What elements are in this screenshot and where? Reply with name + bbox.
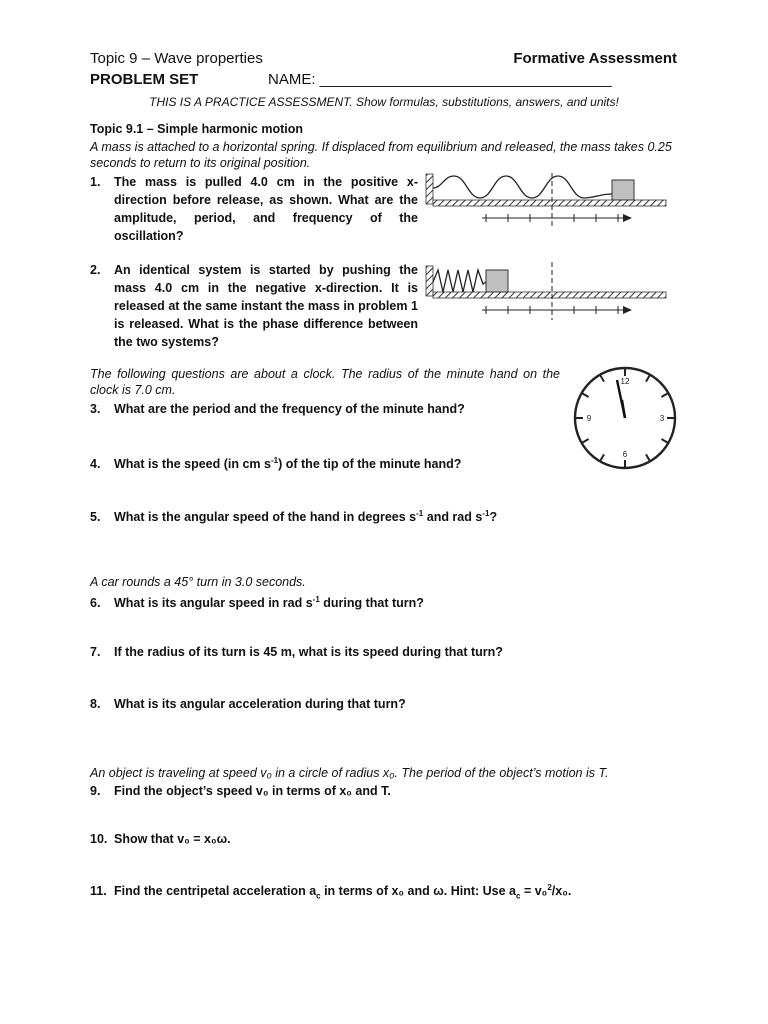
question-1 — [90, 173, 418, 245]
question-number: 2. — [90, 263, 101, 277]
clock-diagram — [570, 362, 680, 474]
subscript: c — [316, 891, 321, 901]
question-text: The mass is pulled 4.0 cm in the positive x-direction before release, as shown. What are the amplitude, period, and frequency of the oscillation? — [114, 175, 418, 243]
question-text: An identical system is started by pushing the mass 4.0 cm in the negative x-direction. It is released at the same instant the mass in problem 1 is released. What is the phase difference between the two systems? — [114, 263, 418, 349]
question-text: If the radius of its turn is 45 m, what is its speed during that turn? — [114, 645, 503, 659]
object-intro: An object is traveling at speed v₀ in a circle of radius x₀. The period of the object’s motion is T. — [90, 766, 609, 780]
question-text-end: during that turn? — [319, 596, 424, 611]
question-10 — [90, 830, 231, 848]
wall — [426, 174, 433, 204]
section-intro: A mass is attached to a horizontal spring. If displaced from equilibrium and released, the mass takes 0.25 seconds to return to its original position. — [90, 140, 672, 170]
question-text: Find the object’s speed v₀ in terms of x₀ and T. — [114, 784, 391, 798]
question-number: 8. — [90, 697, 101, 711]
mass-block — [486, 270, 508, 292]
topic-title: Topic 9 – Wave properties — [90, 50, 263, 67]
superscript: 2 — [547, 883, 552, 892]
question-4 — [90, 452, 461, 473]
spring — [433, 176, 612, 198]
spring — [433, 270, 486, 292]
question-text-mid2: = v₀ — [520, 884, 548, 899]
clock-intro: The following questions are about a clock. The radius of the minute hand on the clock is 7.0 cm. — [90, 367, 560, 397]
question-2 — [90, 261, 418, 351]
question-text: What is the speed (in cm s — [114, 457, 271, 472]
axis-arrow — [623, 306, 632, 314]
question-number: 1. — [90, 175, 101, 189]
clock-label-12: 12 — [620, 377, 630, 386]
question-text-mid: in terms of x₀ and ω. Hint: Use a — [320, 884, 517, 899]
mass-block — [612, 180, 634, 200]
name-field-label: NAME: ___________________________________ — [268, 71, 612, 88]
floor — [433, 200, 666, 206]
clock-label-3: 3 — [659, 414, 665, 423]
question-11 — [90, 879, 571, 906]
question-text: Find the centripetal acceleration a — [114, 884, 317, 899]
question-text-end: ? — [489, 510, 498, 525]
question-text: What is its angular acceleration during that turn? — [114, 697, 406, 711]
question-6 — [90, 591, 424, 612]
question-3 — [90, 400, 465, 418]
superscript: -1 — [482, 509, 490, 518]
question-text: What is its angular speed in rad s — [114, 596, 313, 611]
clock-label-9: 9 — [586, 414, 592, 423]
subscript: c — [516, 891, 521, 901]
spring-diagram-pulled — [424, 170, 674, 232]
axis-arrow — [623, 214, 632, 222]
question-text: Show that v₀ = x₀ω. — [114, 832, 231, 846]
question-text-mid: and rad s — [423, 510, 483, 525]
superscript: -1 — [312, 595, 320, 604]
question-number: 3. — [90, 402, 101, 416]
floor — [433, 292, 666, 298]
question-number: 6. — [90, 596, 101, 611]
question-5 — [90, 505, 497, 526]
question-number: 7. — [90, 645, 101, 659]
spring-diagram-pushed — [424, 262, 674, 324]
question-8 — [90, 695, 406, 713]
question-text: What are the period and the frequency of the minute hand? — [114, 402, 465, 416]
section-title: Topic 9.1 – Simple harmonic motion — [90, 122, 304, 136]
question-number: 5. — [90, 510, 101, 525]
question-text: What is the angular speed of the hand in degrees s — [114, 510, 417, 525]
problem-set-label: PROBLEM SET — [90, 71, 199, 88]
question-text-end: /x₀. — [551, 884, 572, 899]
superscript: -1 — [416, 509, 424, 518]
superscript: -1 — [270, 456, 279, 465]
question-number: 4. — [90, 457, 101, 472]
instructions-note: THIS IS A PRACTICE ASSESSMENT. Show formulas, substitutions, answers, and units! — [149, 95, 619, 109]
question-number: 11. — [90, 884, 107, 899]
question-number: 9. — [90, 784, 101, 798]
question-9 — [90, 782, 391, 800]
assessment-label: Formative Assessment — [513, 50, 677, 67]
clock-label-6: 6 — [622, 450, 628, 459]
car-intro: A car rounds a 45° turn in 3.0 seconds. — [90, 575, 306, 589]
question-text-end: ) of the tip of the minute hand? — [278, 457, 462, 472]
wall — [426, 266, 433, 296]
question-number: 10. — [90, 832, 108, 846]
question-7 — [90, 643, 503, 661]
